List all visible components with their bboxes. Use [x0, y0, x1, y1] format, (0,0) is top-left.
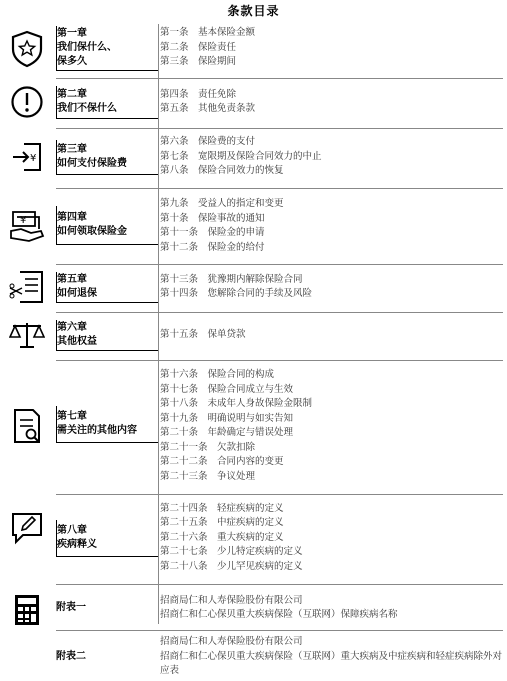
chapter-1-clauses	[160, 24, 505, 72]
clause-item: 第十九条 明确说明与如实告知	[160, 412, 294, 424]
page-title: 条款目录	[227, 4, 280, 18]
document-search-icon	[8, 366, 46, 486]
chapter-7-row	[0, 366, 507, 486]
divider	[56, 630, 503, 631]
clause-item: 第十一条 保险金的申请	[160, 227, 265, 238]
clause-item: 第五条 其他免责条款	[160, 103, 256, 114]
chapter-1-label: 第一章 我们保什么、 保多久	[56, 26, 159, 71]
appendix-2-label: 附表二	[56, 651, 86, 662]
clause-item: 第六条 保险费的支付	[160, 136, 256, 148]
chapter-6-row	[0, 318, 507, 352]
divider	[56, 312, 503, 313]
clause-item: 第十五条 保单贷款	[160, 328, 246, 340]
chapter-5-label: 第五章 如何退保	[56, 272, 159, 303]
clause-item: 第十条 保险事故的通知	[160, 212, 265, 224]
clause-item: 第十四条 您解除合同的手续及风险	[160, 288, 313, 299]
clause-item: 第二十条 年龄确定与错误处理	[160, 427, 294, 438]
clause-item: 第二十三条 争议处理	[160, 470, 256, 482]
chapter-4-label: 第四章 如何领取保险金	[56, 206, 159, 245]
divider	[56, 584, 503, 585]
clause-item: 第二十六条 重大疾病的定义	[160, 531, 284, 543]
divider	[56, 128, 503, 129]
clause-item: 第二十四条 轻症疾病的定义	[160, 502, 284, 514]
clause-item: 第十七条 保险合同成立与生效	[160, 383, 294, 395]
svg-text:¥: ¥	[20, 215, 27, 226]
clause-item: 第十六条 保险合同的构成	[160, 369, 275, 380]
svg-text:¥: ¥	[30, 153, 37, 164]
chapter-6-label: 第六章 其他权益	[56, 320, 159, 351]
chapter-3-row	[0, 134, 507, 180]
clause-item: 第二条 保险责任	[160, 41, 237, 53]
cash-hand-icon	[8, 196, 46, 256]
clause-item: 招商局仁和人寿保险股份有限公司	[160, 594, 303, 606]
clause-item: 第十二条 保险金的给付	[160, 241, 265, 253]
clause-item: 第八条 保险合同效力的恢复	[160, 165, 284, 177]
clause-item: 第二十一条 欠款扣除	[160, 441, 256, 453]
exclamation-circle-icon	[8, 84, 46, 120]
clause-item: 第三条 保险期间	[160, 56, 237, 68]
chapter-4-clauses	[160, 196, 505, 256]
clause-item: 第十三条 犹豫期内解除保险合同	[160, 273, 303, 285]
chapter-5-row	[0, 270, 507, 304]
chapter-7-clauses	[160, 366, 505, 486]
appendix-1-label: 附表一	[56, 602, 86, 613]
divider	[56, 78, 503, 79]
chapter-8-row	[0, 500, 507, 576]
clause-item: 招商仁和仁心保贝重大疾病保险（互联网）重大疾病及中症疾病和轻症疾病除外对应表	[160, 650, 503, 677]
clause-item: 第四条 责任免除	[160, 88, 237, 100]
divider	[56, 360, 503, 361]
chapter-2-label: 第二章 我们不保什么	[56, 86, 159, 119]
appendix-2-clauses	[160, 634, 505, 680]
column-divider	[158, 24, 159, 624]
chapter-4-row	[0, 196, 507, 256]
clause-item: 第一条 基本保险金额	[160, 27, 256, 39]
balance-scale-icon	[8, 318, 46, 352]
appendix-1-clauses	[160, 590, 505, 626]
chapter-8-label: 第八章 疾病释义	[56, 520, 159, 557]
chapter-3-clauses	[160, 134, 505, 180]
chapter-8-clauses	[160, 500, 505, 576]
chapter-3-label: 第三章 如何支付保险费	[56, 140, 159, 175]
clause-item: 招商仁和仁心保贝重大疾病保险（互联网）保障疾病名称	[160, 609, 398, 620]
chat-pencil-icon	[8, 500, 46, 556]
clause-item: 第二十五条 中症疾病的定义	[160, 517, 284, 529]
chapter-1-row	[0, 24, 507, 74]
chapter-5-clauses	[160, 270, 505, 304]
clause-item: 第九条 受益人的指定和变更	[160, 198, 284, 209]
divider	[56, 494, 503, 495]
divider	[56, 264, 503, 265]
clause-item: 第十八条 未成年人身故保险金限制	[160, 398, 313, 409]
chapter-2-clauses	[160, 84, 505, 120]
clause-item: 第二十二条 合同内容的变更	[160, 456, 284, 467]
clause-item: 第二十七条 少儿特定疾病的定义	[160, 546, 303, 558]
payment-arrow-icon	[8, 134, 46, 180]
clause-item: 招商局仁和人寿保险股份有限公司	[160, 636, 303, 648]
chapter-6-clauses	[160, 318, 505, 352]
chapter-7-label: 第七章 需关注的其他内容	[56, 406, 159, 443]
scissors-document-icon	[8, 270, 46, 304]
divider	[56, 188, 503, 189]
shield-star-icon	[8, 24, 46, 74]
appendix-1-row	[0, 590, 507, 626]
clause-item: 第七条 宽限期及保险合同效力的中止	[160, 150, 322, 162]
appendix-2-row	[0, 634, 507, 680]
table-grid-icon	[8, 592, 46, 628]
clause-item: 第二十八条 少儿罕见疾病的定义	[160, 560, 303, 572]
chapter-2-row	[0, 84, 507, 120]
